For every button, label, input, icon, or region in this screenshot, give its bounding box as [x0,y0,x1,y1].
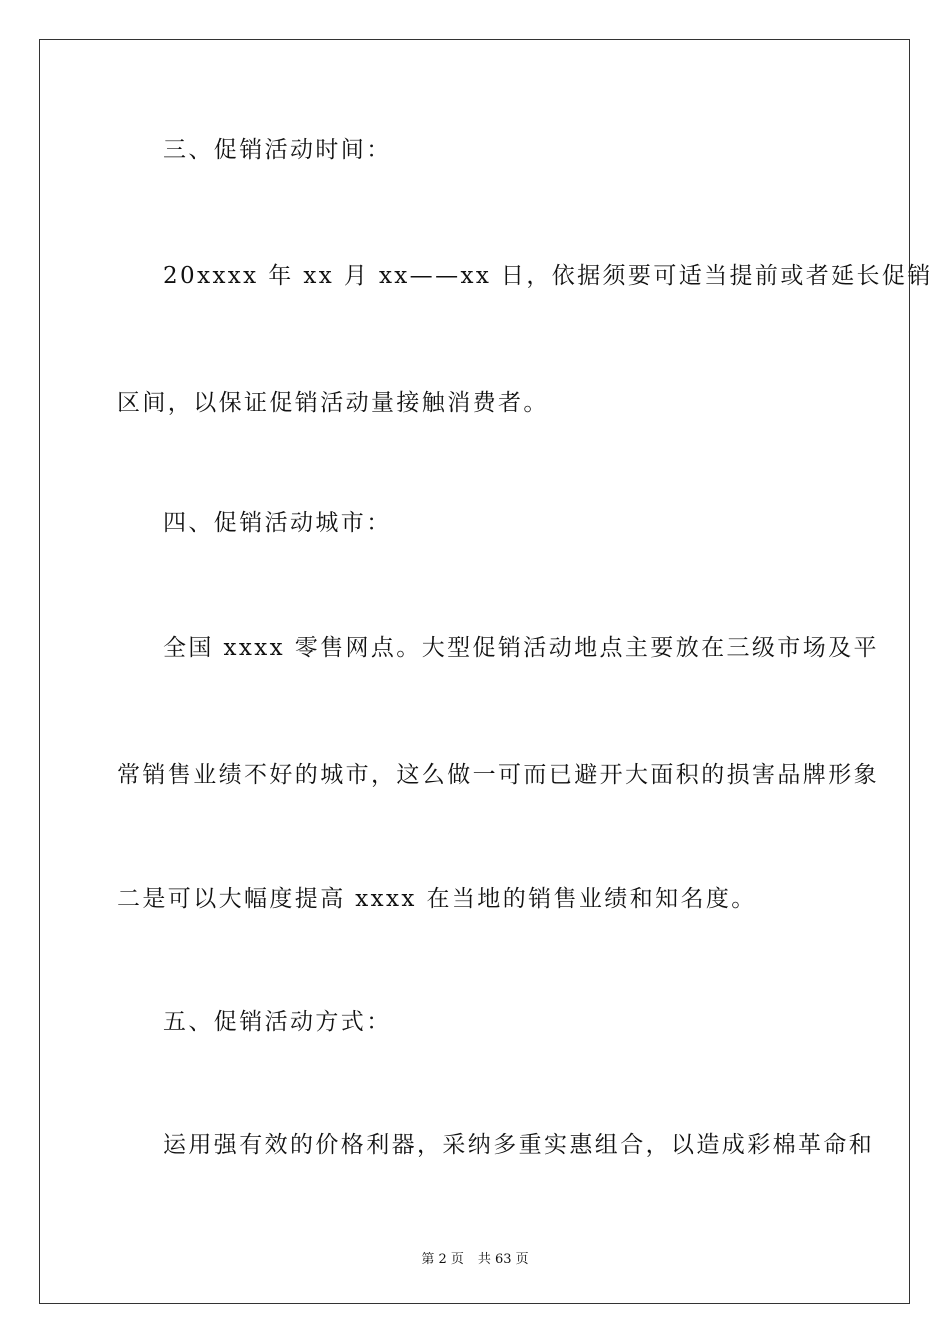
page-number: 第 2 页 [421,1252,464,1267]
paragraph-method-line-1: 运用强有效的价格利器，采纳多重实惠组合，以造成彩棉革命和 [163,1132,875,1158]
paragraph-city-line-3: 二是可以大幅度提高 xxxx 在当地的销售业绩和知名度。 [117,886,757,912]
paragraph-city-line-2: 常销售业绩不好的城市，这么做一可而已避开大面积的损害品牌形象 [117,762,879,788]
page-footer [0,1248,950,1267]
paragraph-time-line-1: 20xxxx 年 xx 月 xx——xx 日，依据须要可适当提前或者延长促销 [163,263,933,289]
page-border [39,39,910,1304]
paragraph-time-line-2: 区间，以保证促销活动量接触消费者。 [117,390,549,416]
section-heading-method: 五、促销活动方式： [163,1009,392,1035]
page-total: 共 63 页 [477,1252,529,1267]
section-heading-time: 三、促销活动时间： [163,137,392,163]
paragraph-city-line-1: 全国 xxxx 零售网点。大型促销活动地点主要放在三级市场及平 [163,635,879,661]
section-heading-city: 四、促销活动城市： [163,510,392,536]
